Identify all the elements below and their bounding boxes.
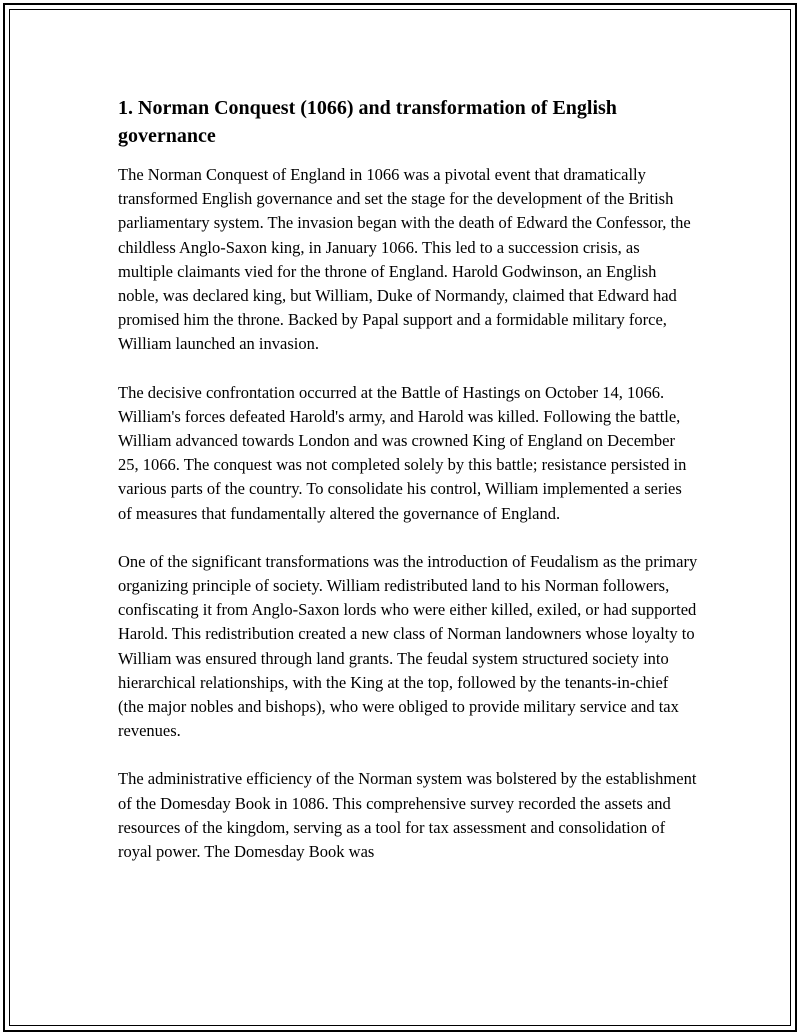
section-heading: 1. Norman Conquest (1066) and transformation of English governance bbox=[118, 97, 617, 147]
paragraph-3: One of the significant transformations was the introduction of Feudalism as the primary organizing principle of society. William redistributed land to his Norman followers, confiscating it from Anglo-Saxon lords who were either killed, exiled, or had supported Harold. This redistribution created a new class of Norman landowners whose loyalty to William was ensured through land grants. The feudal system structured society into hierarchical relationships, with the King at the top, followed by the tenants-in-chief (the major nobles and bishops), who were obliged to provide military service and tax revenues. bbox=[118, 551, 698, 741]
paragraph-2: The decisive confrontation occurred at the Battle of Hastings on October 14, 1066. William's forces defeated Harold's army, and Harold was killed. Following the battle, William advanced towards London and was crowned King of England on December 25, 1066. The conquest was not completed solely by this battle; resistance persisted in various parts of the country. To consolidate his control, William implemented a series of measures that fundamentally altered the governance of England. bbox=[118, 382, 687, 523]
document-body bbox=[118, 94, 698, 888]
paragraph-1: The Norman Conquest of England in 1066 was a pivotal event that dramatically transformed English governance and set the stage for the development of the British parliamentary system. The invasion began with the death of Edward the Confessor, the childless Anglo-Saxon king, in January 1066. This led to a succession crisis, as multiple claimants vied for the throne of England. Harold Godwinson, an English noble, was declared king, but William, Duke of Normandy, claimed that Edward had promised him the throne. Backed by Papal support and a formidable military force, William launched an invasion. bbox=[118, 165, 691, 354]
paragraph-4: The administrative efficiency of the Norman system was bolstered by the establishment of the Domesday Book in 1086. This comprehensive survey recorded the assets and resources of the kingdom, serving as a tool for tax assessment and consolidation of royal power. The Domesday Book was bbox=[118, 769, 697, 862]
